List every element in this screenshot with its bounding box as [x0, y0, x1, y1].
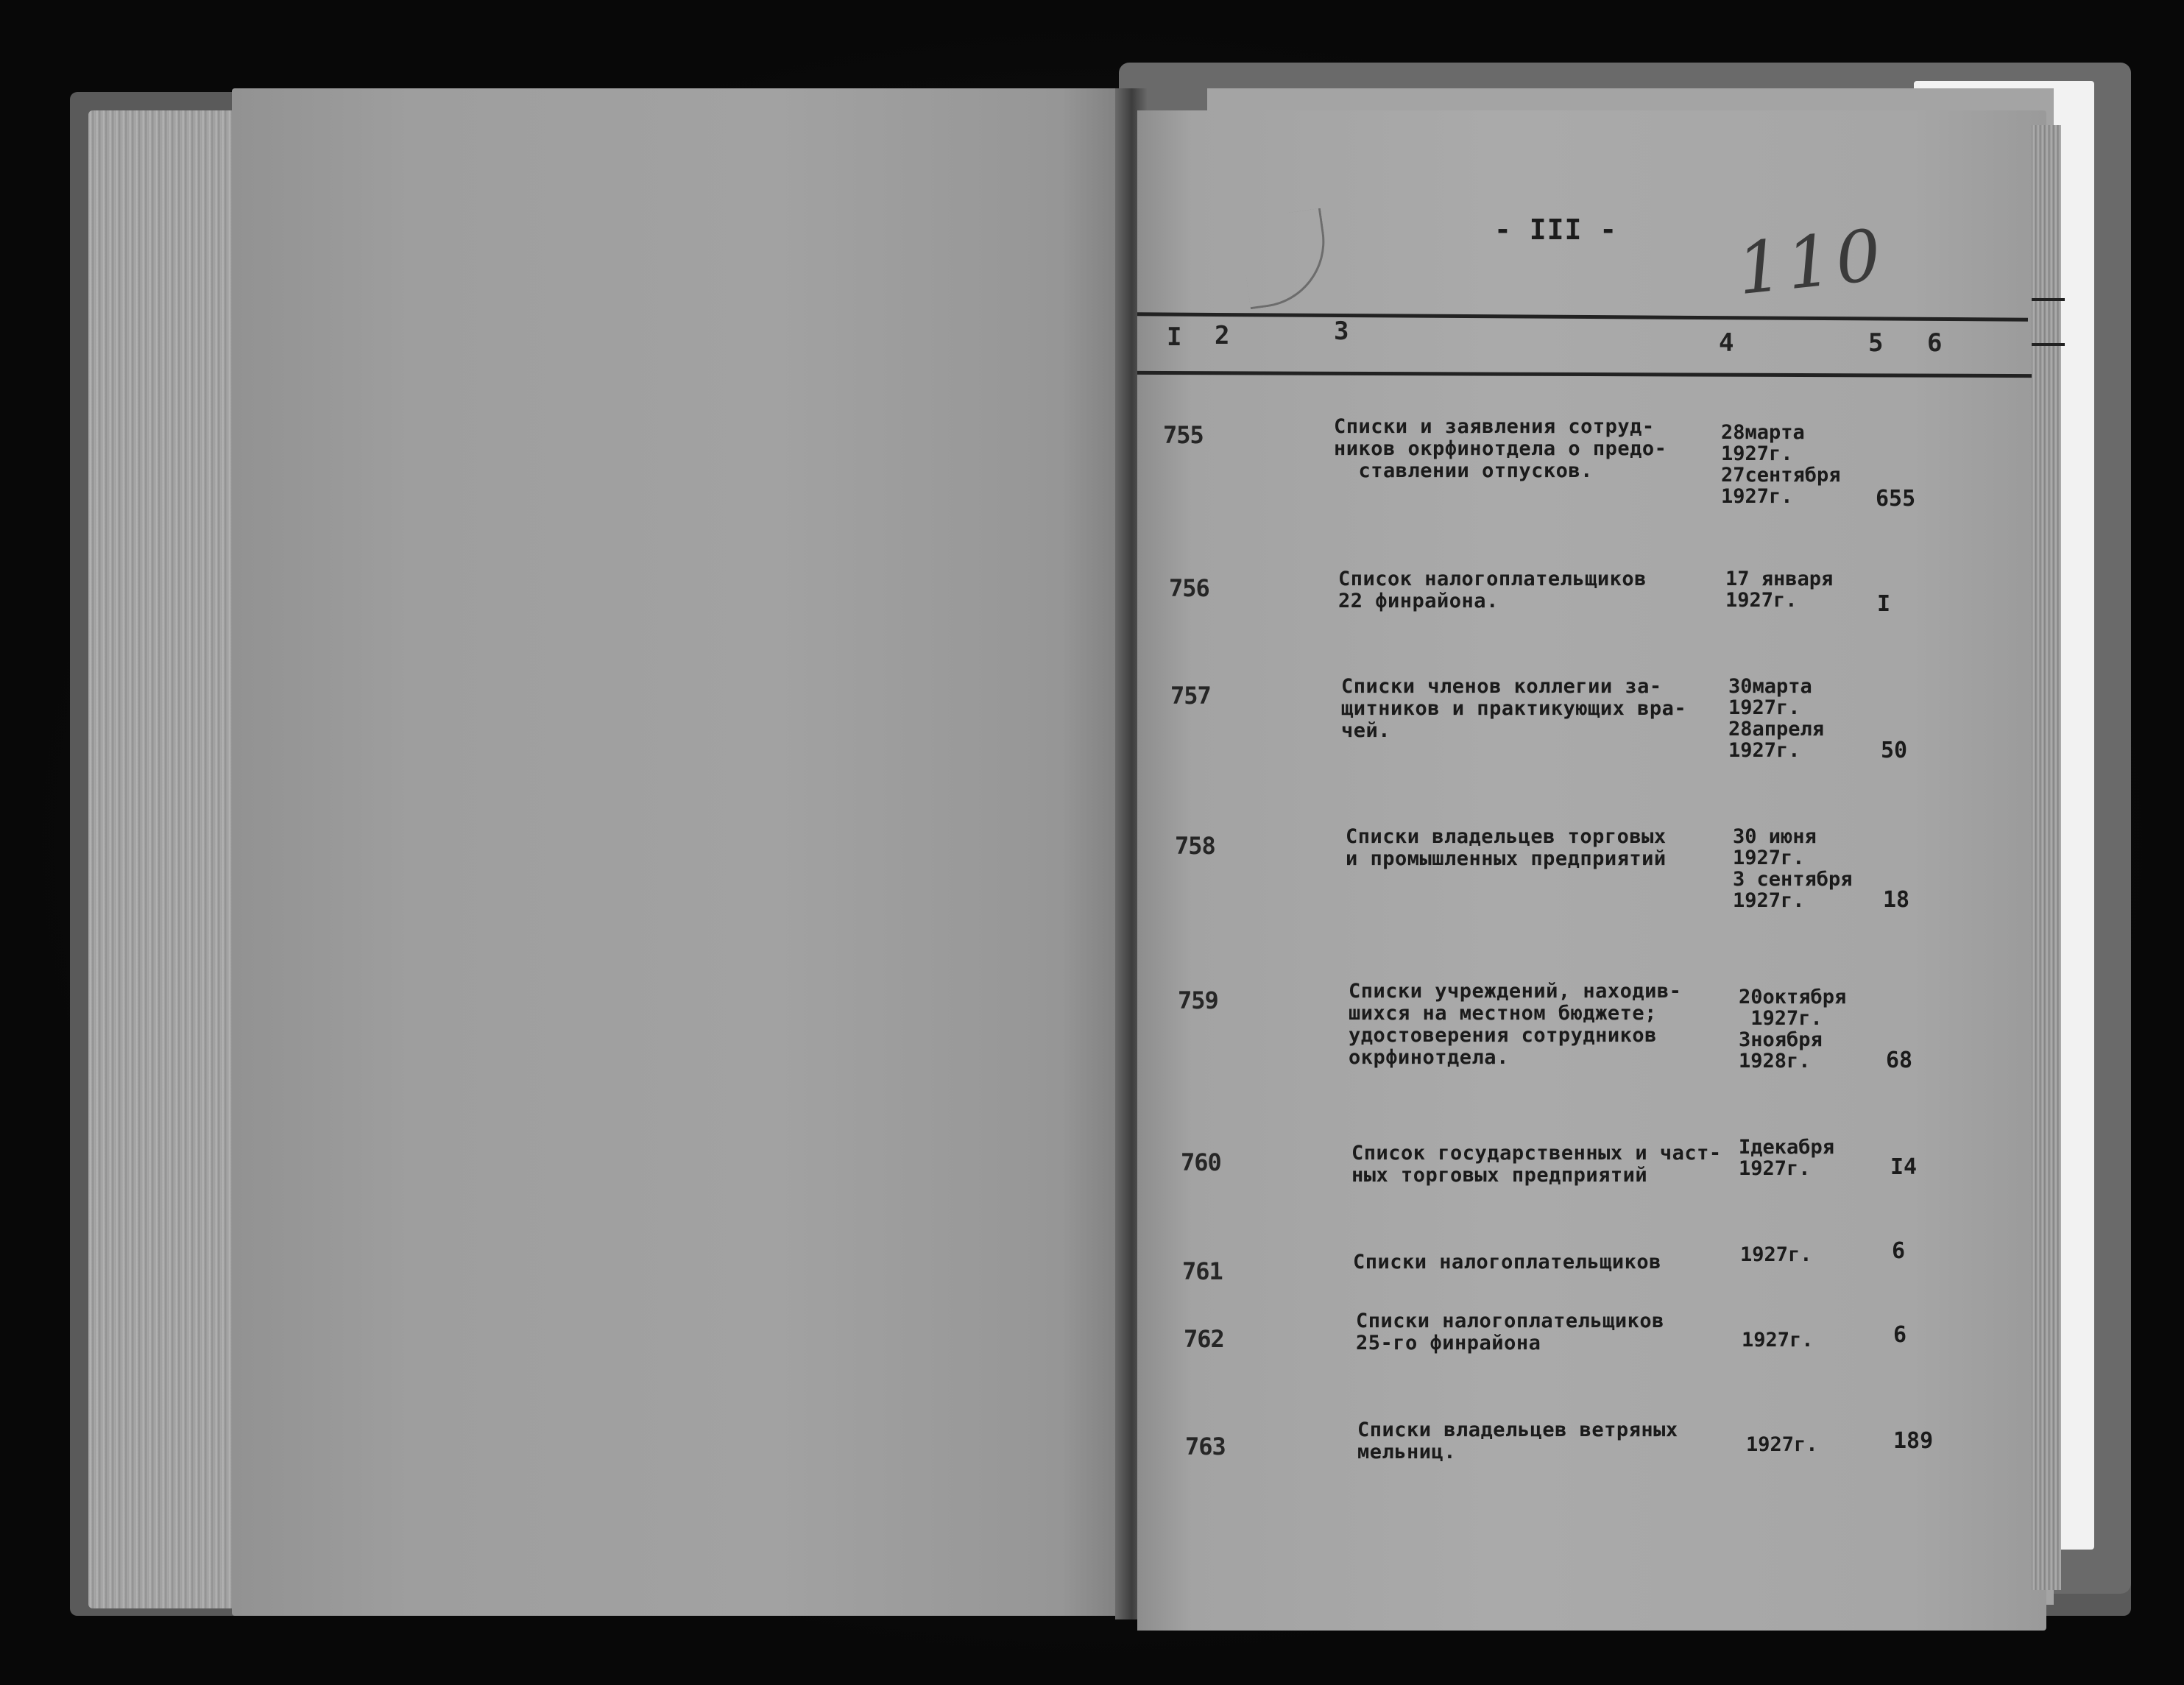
row-count: 18: [1883, 887, 1910, 913]
right-inventory-page: [1137, 110, 2046, 1631]
row-count: 655: [1876, 486, 1916, 512]
row-title: Списки и заявления сотруд- ников окрфинотдела о предо- ставлении отпусков.: [1334, 415, 1667, 482]
row-number: 762: [1184, 1325, 1224, 1353]
column-header-3: 3: [1334, 317, 1349, 346]
rule-tick: [2032, 298, 2065, 301]
row-title: Список налогоплательщиков 22 финрайона.: [1338, 568, 1647, 612]
row-number: 761: [1182, 1257, 1223, 1285]
row-title: Списки членов коллегии за- щитников и практикующих вра- чей.: [1341, 675, 1687, 742]
row-dates: 1927г.: [1740, 1243, 1812, 1266]
row-dates: 1927г.: [1742, 1329, 1814, 1352]
row-count: 6: [1892, 1238, 1906, 1264]
row-title: Списки учреждений, находив- шихся на местном бюджете; удостоверения сотрудников окрфинотдела.: [1349, 980, 1682, 1069]
row-count: I4: [1890, 1154, 1918, 1180]
row-title: Списки владельцев торговых и промышленных предприятий: [1346, 825, 1667, 870]
rule-tick: [2032, 343, 2065, 346]
row-dates: Iдекабря 1927г.: [1739, 1136, 1835, 1180]
column-header-2: 2: [1215, 321, 1230, 350]
row-dates: 1927г.: [1746, 1433, 1818, 1456]
row-number: 763: [1185, 1433, 1226, 1460]
row-number: 758: [1175, 832, 1215, 860]
row-dates: 20октября 1927г. 3ноября 1928г.: [1739, 986, 1847, 1073]
row-count: 6: [1893, 1322, 1907, 1348]
column-header-1: I: [1167, 322, 1182, 352]
row-count: I: [1877, 591, 1891, 617]
row-number: 759: [1178, 986, 1218, 1014]
row-number: 757: [1170, 682, 1211, 710]
handwritten-folio-number: 110: [1733, 213, 1890, 311]
row-dates: 30 июня 1927г. 3 сентября 1927г.: [1733, 825, 1853, 912]
row-number: 756: [1169, 574, 1209, 602]
column-header-5: 5: [1868, 328, 1884, 358]
row-title: Списки владельцев ветряных мельниц.: [1357, 1419, 1678, 1463]
left-blank-page: [232, 88, 1134, 1616]
page-number: - III -: [1494, 213, 1618, 246]
row-dates: 30марта 1927г. 28апреля 1927г.: [1728, 675, 1825, 762]
row-dates: 17 января 1927г.: [1725, 568, 1834, 612]
row-count: 50: [1881, 738, 1908, 763]
left-page-edges: [88, 110, 243, 1608]
row-count: 68: [1886, 1048, 1913, 1073]
row-title: Списки налогоплательщиков: [1353, 1251, 1661, 1274]
row-number: 760: [1181, 1148, 1221, 1176]
row-title: Список государственных и част- ных торговых предприятий: [1351, 1142, 1722, 1187]
column-header-6: 6: [1927, 328, 1943, 358]
row-title: Списки налогоплательщиков 25-го финрайона: [1356, 1310, 1664, 1354]
row-number: 755: [1163, 421, 1204, 449]
row-count: 189: [1893, 1428, 1934, 1454]
row-dates: 28марта 1927г. 27сентября 1927г.: [1721, 421, 1841, 508]
column-header-4: 4: [1719, 328, 1734, 358]
